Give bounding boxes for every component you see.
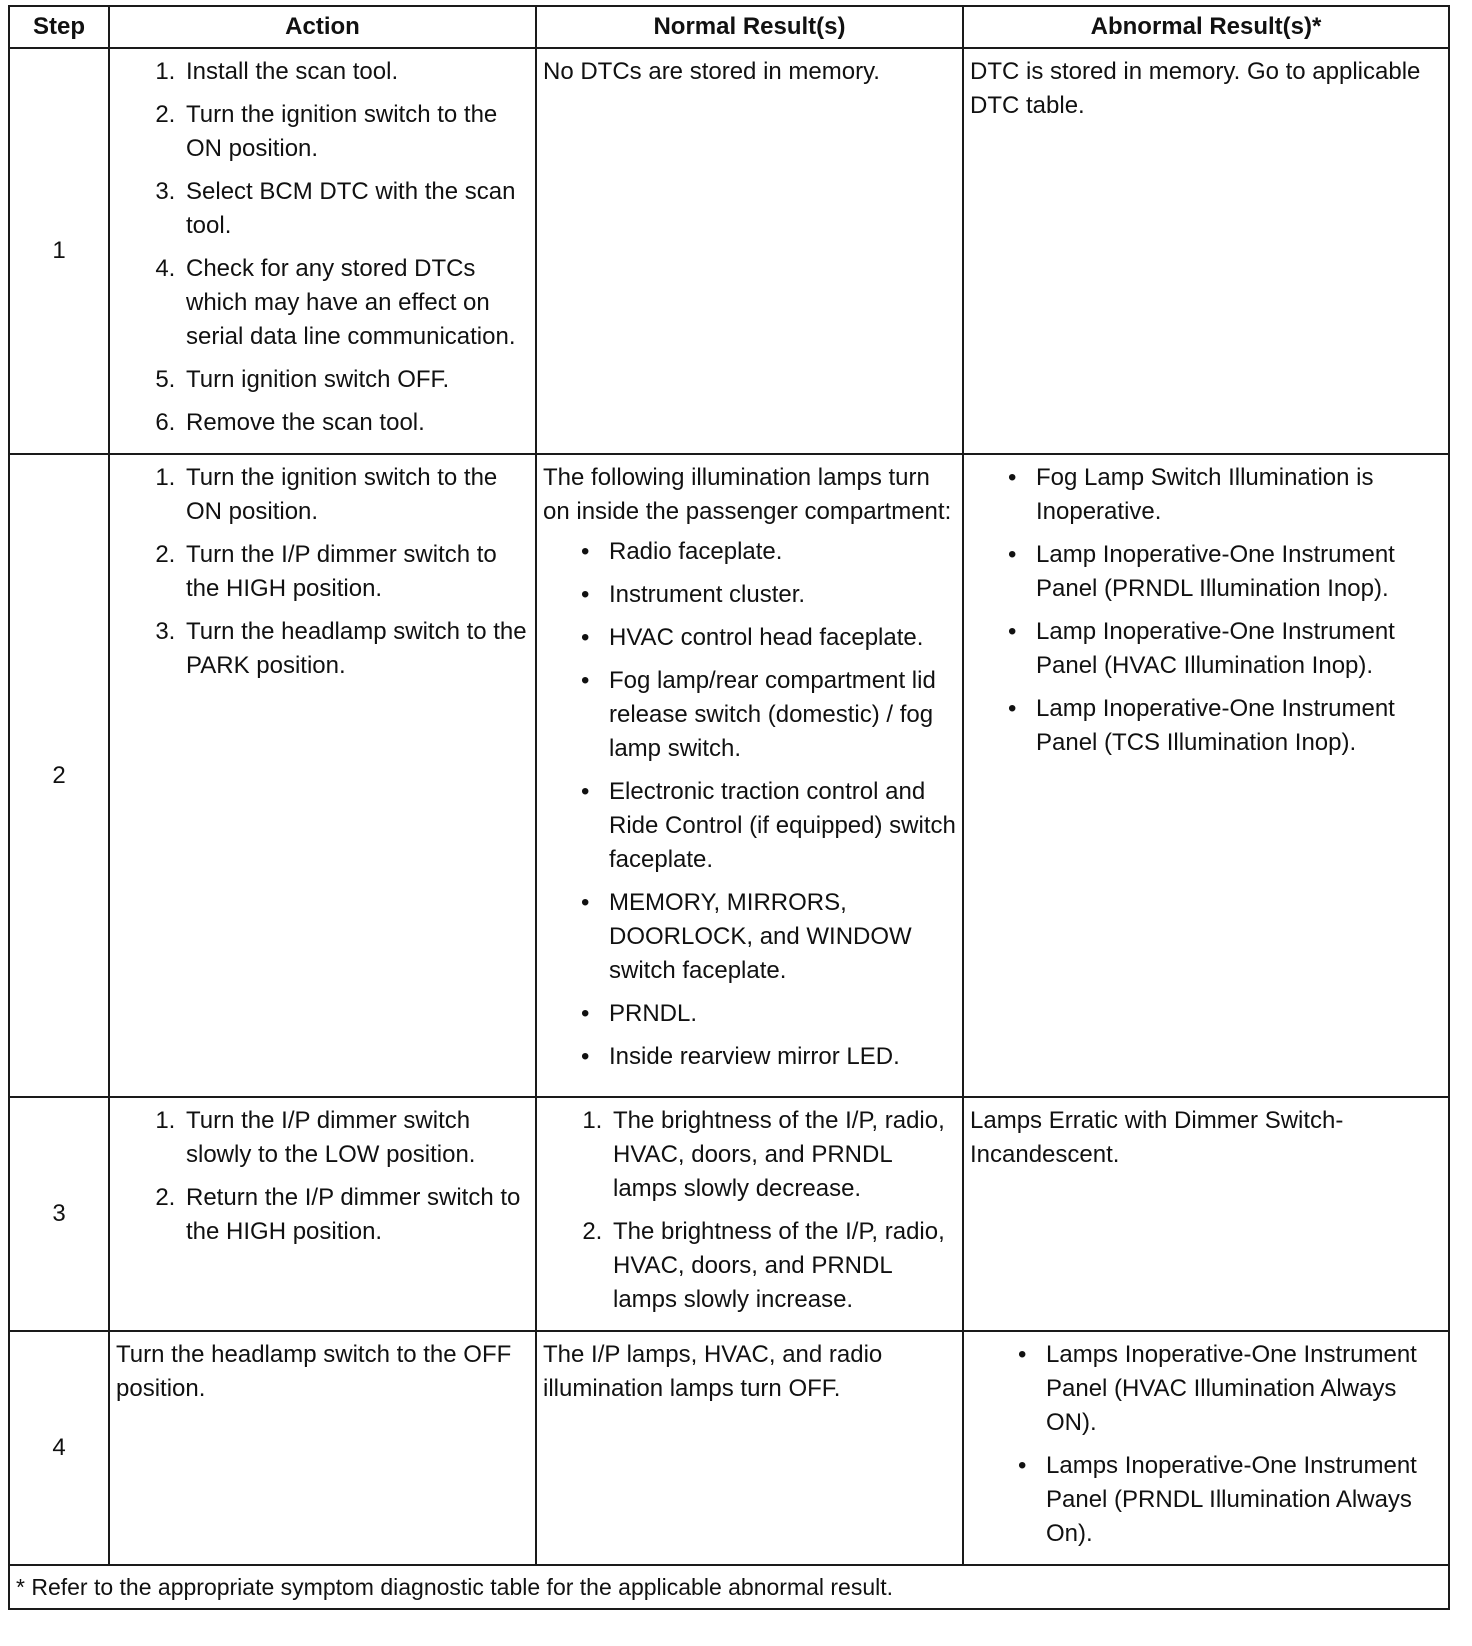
abnormal-result-list: [970, 461, 1442, 760]
header-step: Step: [9, 6, 109, 48]
step-number: 2: [9, 454, 109, 1097]
list-item: 1. Turn the I/P dimmer switch slowly to the LOW position.: [182, 1104, 529, 1172]
footnote: * Refer to the appropriate symptom diagnostic table for the applicable abnormal result.: [9, 1565, 1449, 1609]
list-item: • Fog Lamp Switch Illumination is Inoperative.: [1036, 461, 1442, 529]
list-item: 3. Select BCM DTC with the scan tool.: [182, 175, 529, 243]
step-number: 4: [9, 1331, 109, 1565]
list-item: 3. Turn the headlamp switch to the PARK position.: [182, 615, 529, 683]
step-number: 3: [9, 1097, 109, 1331]
list-item: • HVAC control head faceplate.: [609, 621, 956, 655]
header-action: Action: [109, 6, 536, 48]
action-list: [116, 55, 529, 440]
list-item: 2. The brightness of the I/P, radio, HVAC, doors, and PRNDL lamps slowly increase.: [609, 1215, 956, 1317]
abnormal-result-cell: [963, 48, 1449, 454]
table-row: [9, 1331, 1449, 1565]
normal-result-intro: The following illumination lamps turn on inside the passenger compartment:: [543, 464, 952, 525]
normal-result-cell: [536, 1331, 963, 1565]
list-item: • Lamp Inoperative-One Instrument Panel (TCS Illumination Inop).: [1036, 692, 1442, 760]
action-cell: [109, 48, 536, 454]
list-item: • MEMORY, MIRRORS, DOORLOCK, and WINDOW switch faceplate.: [609, 886, 956, 988]
list-item: 2. Turn the ignition switch to the ON position.: [182, 98, 529, 166]
abnormal-result-cell: [963, 1097, 1449, 1331]
diagnostic-table: [8, 5, 1450, 1610]
list-item: • Lamp Inoperative-One Instrument Panel (HVAC Illumination Inop).: [1036, 615, 1442, 683]
header-row: [9, 6, 1449, 48]
action-list: [116, 461, 529, 683]
table-row: [9, 1097, 1449, 1331]
abnormal-result-list: [970, 1338, 1442, 1551]
abnormal-result-cell: [963, 454, 1449, 1097]
abnormal-result-text: DTC is stored in memory. Go to applicable DTC table.: [970, 58, 1421, 119]
list-item: • Lamp Inoperative-One Instrument Panel (PRNDL Illumination Inop).: [1036, 538, 1442, 606]
abnormal-result-cell: [963, 1331, 1449, 1565]
normal-result-cell: [536, 1097, 963, 1331]
normal-result-list: [543, 535, 956, 1074]
list-item: 4. Check for any stored DTCs which may have an effect on serial data line communication.: [182, 252, 529, 354]
list-item: • Electronic traction control and Ride Control (if equipped) switch faceplate.: [609, 775, 956, 877]
normal-result-list: [543, 1104, 956, 1317]
action-cell: [109, 1331, 536, 1565]
step-number: 1: [9, 48, 109, 454]
header-normal-results: Normal Result(s): [536, 6, 963, 48]
action-cell: [109, 454, 536, 1097]
action-cell: [109, 1097, 536, 1331]
normal-result-cell: [536, 454, 963, 1097]
list-item: • Instrument cluster.: [609, 578, 956, 612]
list-item: 2. Return the I/P dimmer switch to the HIGH position.: [182, 1181, 529, 1249]
normal-result-cell: [536, 48, 963, 454]
list-item: 6. Remove the scan tool.: [182, 406, 529, 440]
list-item: 1. The brightness of the I/P, radio, HVAC, doors, and PRNDL lamps slowly decrease.: [609, 1104, 956, 1206]
normal-result-text: The I/P lamps, HVAC, and radio illumination lamps turn OFF.: [543, 1341, 883, 1402]
table-row: [9, 454, 1449, 1097]
action-text: Turn the headlamp switch to the OFF position.: [116, 1341, 512, 1402]
normal-result-text: No DTCs are stored in memory.: [543, 58, 880, 85]
table-row: [9, 48, 1449, 454]
list-item: 1. Turn the ignition switch to the ON position.: [182, 461, 529, 529]
footnote-row: [9, 1565, 1449, 1609]
list-item: • Fog lamp/rear compartment lid release switch (domestic) / fog lamp switch.: [609, 664, 956, 766]
list-item: • Lamps Inoperative-One Instrument Panel (PRNDL Illumination Always On).: [1046, 1449, 1442, 1551]
list-item: • Radio faceplate.: [609, 535, 956, 569]
list-item: • PRNDL.: [609, 997, 956, 1031]
abnormal-result-text: Lamps Erratic with Dimmer Switch-Incandescent.: [970, 1107, 1344, 1168]
list-item: 2. Turn the I/P dimmer switch to the HIGH position.: [182, 538, 529, 606]
header-abnormal-results: Abnormal Result(s)*: [963, 6, 1449, 48]
action-list: [116, 1104, 529, 1249]
list-item: • Inside rearview mirror LED.: [609, 1040, 956, 1074]
list-item: 1. Install the scan tool.: [182, 55, 529, 89]
list-item: 5. Turn ignition switch OFF.: [182, 363, 529, 397]
list-item: • Lamps Inoperative-One Instrument Panel (HVAC Illumination Always ON).: [1046, 1338, 1442, 1440]
